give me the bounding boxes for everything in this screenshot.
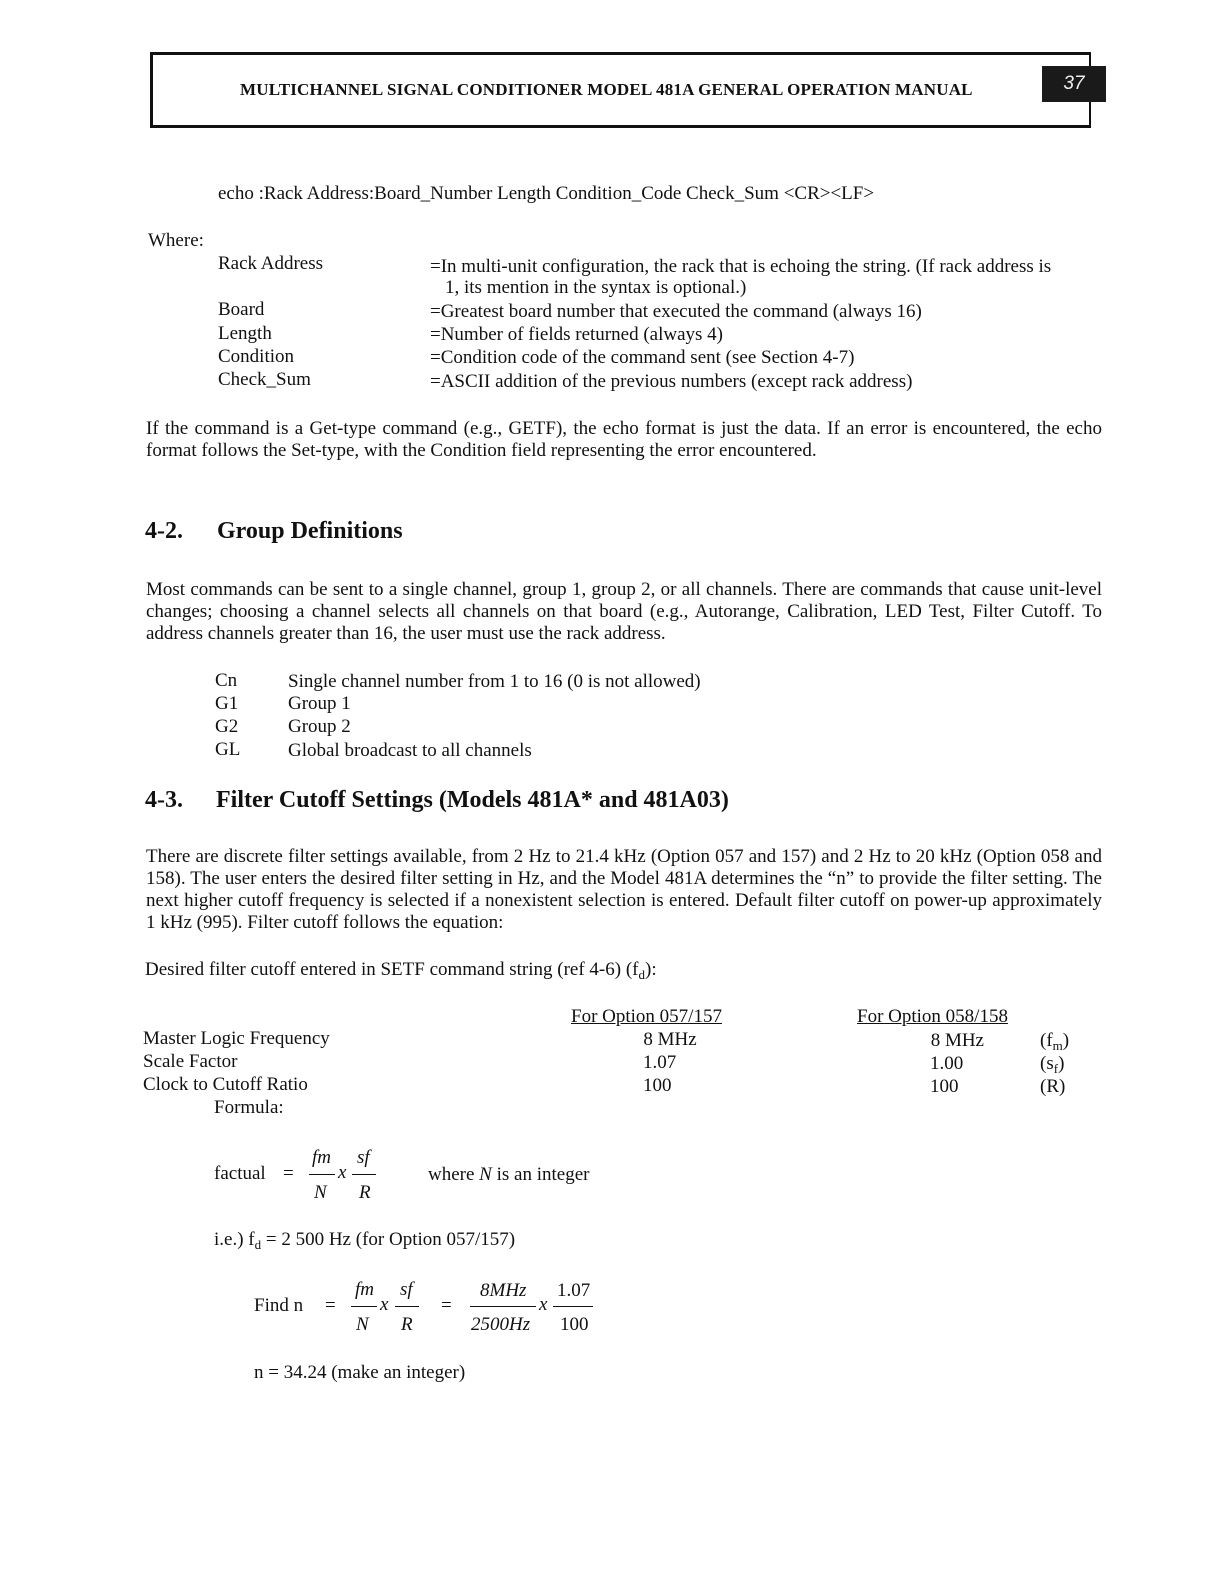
group-paragraph: Most commands can be sent to a single channel, group 1, group 2, or all channels. There are commands that cause unit-level changes; choosing a channel selects all channels on that board (e.g., Autorange, Calibration, LED Test, Filter Cutoff. To address channels greater than 16, the user must use the rack address. (146, 579, 1102, 644)
fraction-bar (351, 1306, 377, 1307)
fraction-bar (309, 1174, 335, 1175)
find-label: Find n (254, 1295, 304, 1316)
table-symbol: $(s_f)$ (1040, 1053, 1065, 1076)
fraction-bar (395, 1306, 419, 1307)
group-desc: Global broadcast to all channels (288, 740, 532, 761)
definition-desc: =Condition code of the command sent (see Section 4-7) (430, 347, 855, 368)
table-row-label: Master Logic Frequency (143, 1028, 330, 1049)
group-desc: Group 1 (288, 693, 351, 714)
group-desc: Single channel number from 1 to 16 (0 is not allowed) (288, 671, 701, 692)
section-number: 4-3. (145, 787, 183, 813)
fraction-numerator: fm (312, 1147, 331, 1168)
fraction-bar (470, 1306, 536, 1307)
header-title: MULTICHANNEL SIGNAL CONDITIONER MODEL 481A GENERAL OPERATION MANUAL (240, 80, 973, 99)
definition-term: Board (218, 299, 265, 320)
section-title: Filter Cutoff Settings (Models 481A* and 481A03) (216, 787, 729, 813)
table-cell: 8 MHz (643, 1029, 697, 1050)
section-title: Group Definitions (217, 518, 403, 544)
example-result: n = 34.24 (make an integer) (254, 1362, 466, 1383)
table-symbol: $(f_m)$ (1040, 1030, 1070, 1053)
fraction-denominator: N (356, 1314, 369, 1335)
definition-desc: =In multi-unit configuration, the rack that is echoing the string. (If rack address is (430, 256, 1052, 277)
example-line: i.e.) $f_d = 2$ 500 Hz (for Option 057/157) (214, 1229, 516, 1252)
section-number: 4-2. (145, 518, 183, 544)
filter-paragraph: There are discrete filter settings available, from 2 Hz to 21.4 kHz (Option 057 and 157) and 2 Hz to 20 kHz (Option 058 and 158). The user enters the desired filter setting in Hz, and the Model 481A determines the “n” to provide the filter setting. The next higher cutoff frequency is selected if a nonexistent selection is entered. Default filter cutoff on power-up approximately 1 kHz (995). Filter cutoff follows the equation: (146, 846, 1102, 933)
group-code: G1 (215, 693, 239, 714)
table-symbol: (R) (1040, 1076, 1066, 1097)
fraction-numerator: sf (357, 1147, 370, 1168)
fraction-denominator: R (359, 1182, 371, 1203)
table-header-option-057: For Option 057/157 (571, 1006, 722, 1027)
table-cell: 8 MHz (930, 1030, 984, 1051)
desired-cutoff-line: Desired filter cutoff entered in SETF command string (ref 4-6) $(f_d)$: (145, 959, 657, 982)
times-sign: x (539, 1294, 548, 1315)
group-code: G2 (215, 716, 239, 737)
definition-desc-continued: 1, its mention in the syntax is optional.) (445, 277, 747, 298)
fraction-bar (553, 1306, 593, 1307)
echo-syntax: echo :Rack Address:Board_Number Length Condition_Code Check_Sum <CR><LF> (218, 183, 875, 204)
get-type-paragraph: If the command is a Get-type command (e.g., GETF), the echo format is just the data. If an error is encountered, the echo format follows the Set-type, with the Condition field representing the error encountered. (146, 418, 1102, 461)
formula-label: Formula: (214, 1097, 284, 1118)
fraction-numerator: 8MHz (480, 1280, 527, 1301)
group-desc: Group 2 (288, 716, 351, 737)
equals-sign: = (441, 1295, 452, 1316)
table-cell: 1.00 (930, 1053, 964, 1074)
definition-term: Condition (218, 346, 295, 367)
fraction-denominator: 100 (560, 1314, 589, 1335)
formula-equals: = (283, 1163, 294, 1184)
table-row-label: Clock to Cutoff Ratio (143, 1074, 308, 1095)
definition-desc: =ASCII addition of the previous numbers (except rack address) (430, 371, 913, 392)
fraction-numerator: fm (355, 1279, 374, 1300)
table-cell: 100 (930, 1076, 959, 1097)
fraction-denominator: 2500Hz (471, 1314, 531, 1335)
equals-sign: = (325, 1295, 336, 1316)
group-code: Cn (215, 670, 238, 691)
table-header-option-058: For Option 058/158 (857, 1006, 1008, 1027)
formula-lhs: factual (214, 1163, 266, 1184)
definition-desc: =Number of fields returned (always 4) (430, 324, 723, 345)
fraction-bar (352, 1174, 376, 1175)
page-number-tab: 37 (1042, 66, 1106, 102)
fraction-numerator: sf (400, 1279, 413, 1300)
table-cell: 100 (643, 1075, 672, 1096)
fraction-numerator: 1.07 (557, 1280, 591, 1301)
times-sign: x (338, 1162, 347, 1183)
table-cell: 1.07 (643, 1052, 677, 1073)
times-sign: x (380, 1294, 389, 1315)
group-code: GL (215, 739, 241, 760)
fraction-denominator: R (401, 1314, 413, 1335)
definition-term: Check_Sum (218, 369, 311, 390)
definition-term: Rack Address (218, 253, 324, 274)
formula-where: where N is an integer (428, 1164, 590, 1185)
definition-term: Length (218, 323, 272, 344)
where-label: Where: (148, 230, 204, 251)
fraction-denominator: N (314, 1182, 327, 1203)
table-row-label: Scale Factor (143, 1051, 238, 1072)
definition-desc: =Greatest board number that executed the command (always 16) (430, 301, 922, 322)
